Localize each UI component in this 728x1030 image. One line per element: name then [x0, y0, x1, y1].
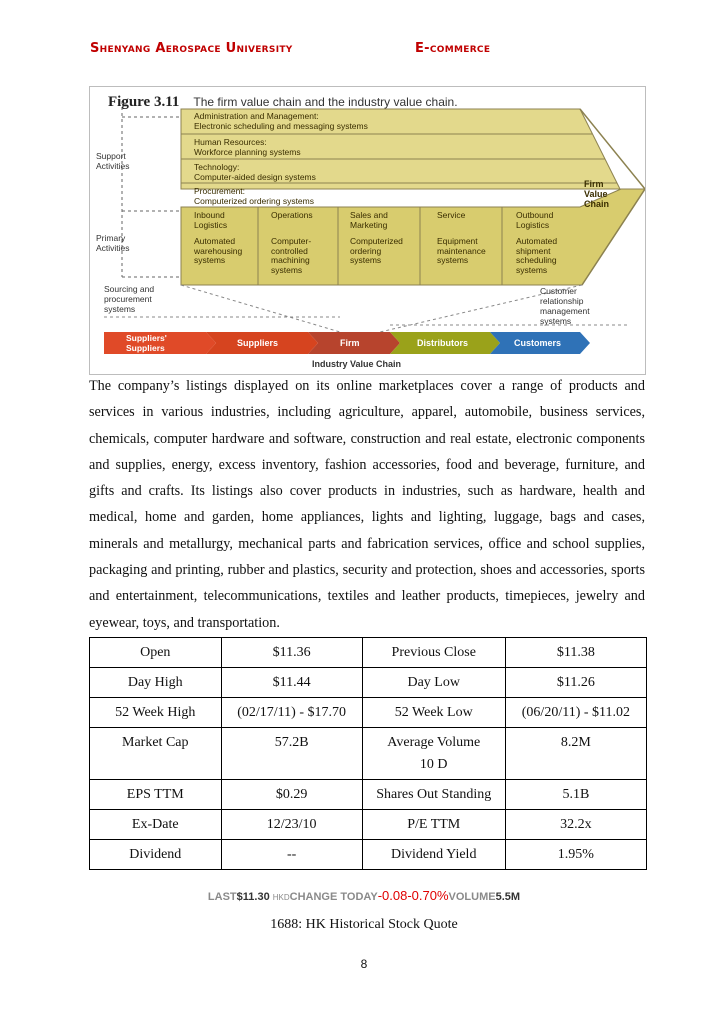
sourcing-label: Sourcing and procurement systems	[104, 284, 155, 314]
chain-label-suppliers: Suppliers	[237, 338, 279, 348]
table-cell: $11.36	[221, 638, 362, 668]
ticker-volume-label: VOLUME	[448, 891, 496, 903]
support-activities-label: Support Activities	[96, 151, 130, 171]
table-cell: $0.29	[221, 780, 362, 810]
table-cell: P/E TTM	[362, 810, 505, 840]
page-number: 8	[360, 957, 368, 971]
table-cell: 1.95%	[505, 840, 646, 870]
table-cell: 52 Week High	[90, 698, 222, 728]
table-cell: Dividend Yield	[362, 840, 505, 870]
crm-label: Customer relationship management systems	[540, 286, 590, 326]
column-sales-system: Computerized ordering systems	[350, 236, 403, 265]
table-cell: 5.1B	[505, 780, 646, 810]
header-university: Shenyang Aerospace University	[90, 41, 293, 56]
table-cell: Shares Out Standing	[362, 780, 505, 810]
column-operations-system: Computer- controlled machining systems	[271, 236, 312, 275]
table-cell: EPS TTM	[90, 780, 222, 810]
body-paragraph: The company’s listings displayed on its online marketplaces cover a range of products and services in various industries, including agriculture, apparel, automobile, business services, chemicals, computer hardware and software, construction and real estate, electronic components and supplies, energy, excess inventory, fashion accessories, food and beverage, furniture, and gifts and crafts. Its listings also cover products in industries, such as hardware, health and medical, home and garden, home appliances, lights and lighting, luggage, bags and cases, minerals and metallurgy, mechanical parts and fabrication services, office and school supplies, packaging and printing, rubber and plastics, security and protection, shoes and accessories, sports and entertainment, telecommunications, textiles and leather products, timepieces, jewelry and eyewear, toys, and transportation.	[89, 378, 645, 631]
ticker-change-label: CHANGE TODAY	[289, 891, 378, 903]
figure-caption: The firm value chain and the industry value chain.	[193, 95, 458, 109]
header-course: E-commerce	[415, 41, 491, 56]
table-row	[90, 840, 647, 870]
table-cell: 8.2M	[505, 728, 646, 780]
table-cell: Ex-Date	[90, 810, 222, 840]
table-cell: 52 Week Low	[362, 698, 505, 728]
table-row	[90, 698, 647, 728]
chain-label-customers: Customers	[514, 338, 562, 348]
chain-label-firm: Firm	[340, 338, 360, 348]
chain-label-distributors: Distributors	[417, 338, 469, 348]
table-row	[90, 728, 647, 780]
column-sales-name: Sales and Marketing	[350, 210, 388, 230]
column-outbound-name: Outbound Logistics	[516, 210, 554, 230]
ticker-last-value: $11.30	[236, 891, 270, 903]
stock-quote-table	[89, 637, 647, 870]
table-cell: 32.2x	[505, 810, 646, 840]
table-cell: Previous Close	[362, 638, 505, 668]
table-cell: $11.44	[221, 668, 362, 698]
ticker-change-pct: -0.70%	[407, 888, 449, 903]
ticker-change-value: -0.08	[377, 888, 408, 903]
table-cell: Dividend	[90, 840, 222, 870]
figure-number: Figure 3.11	[108, 94, 180, 110]
table-cell: Day Low	[362, 668, 505, 698]
figure-title	[108, 94, 458, 111]
table-cell: --	[221, 840, 362, 870]
table-cell: Day High	[90, 668, 222, 698]
column-inbound-system: Automated warehousing systems	[194, 236, 243, 265]
table-cell: Open	[90, 638, 222, 668]
table-row	[90, 780, 647, 810]
chain-label-suppliers-suppliers: Suppliers' Suppliers	[126, 333, 167, 353]
column-inbound-name: Inbound Logistics	[194, 210, 228, 230]
table-cell: $11.38	[505, 638, 646, 668]
support-row-technology: Technology: Computer-aided design systems	[194, 162, 316, 182]
table-cell: 12/23/10	[221, 810, 362, 840]
ticker-volume-value: 5.5M	[495, 891, 521, 903]
ticker-currency: HKD	[272, 893, 290, 902]
ticker-last-label: LAST	[207, 891, 237, 903]
support-row-procurement: Procurement: Computerized ordering systems	[194, 186, 314, 206]
table-row	[90, 810, 647, 840]
support-row-hr: Human Resources: Workforce planning systems	[194, 137, 301, 157]
firm-value-chain-label: Firm Value Chain	[584, 179, 610, 209]
table-cell: (06/20/11) - $11.02	[505, 698, 646, 728]
table-cell: 57.2B	[221, 728, 362, 780]
column-service-name: Service	[437, 210, 466, 220]
table-row	[90, 638, 647, 668]
table-cell: Average Volume 10 D	[362, 728, 505, 780]
stock-ticker	[0, 888, 728, 903]
column-service-system: Equipment maintenance systems	[437, 236, 486, 265]
table-cell: Market Cap	[90, 728, 222, 780]
table-cell: (02/17/11) - $17.70	[221, 698, 362, 728]
industry-value-chain-label: Industry Value Chain	[312, 359, 402, 369]
column-operations-name: Operations	[271, 210, 313, 220]
running-header	[90, 41, 650, 61]
table-cell: $11.26	[505, 668, 646, 698]
table-row	[90, 668, 647, 698]
table-caption: 1688: HK Historical Stock Quote	[270, 917, 458, 932]
support-row-administration: Administration and Management: Electronic scheduling and messaging systems	[194, 111, 368, 131]
value-chain-figure	[89, 86, 646, 375]
column-outbound-system: Automated shipment scheduling systems	[516, 236, 558, 275]
primary-activities-label: Primary Activities	[96, 233, 130, 253]
